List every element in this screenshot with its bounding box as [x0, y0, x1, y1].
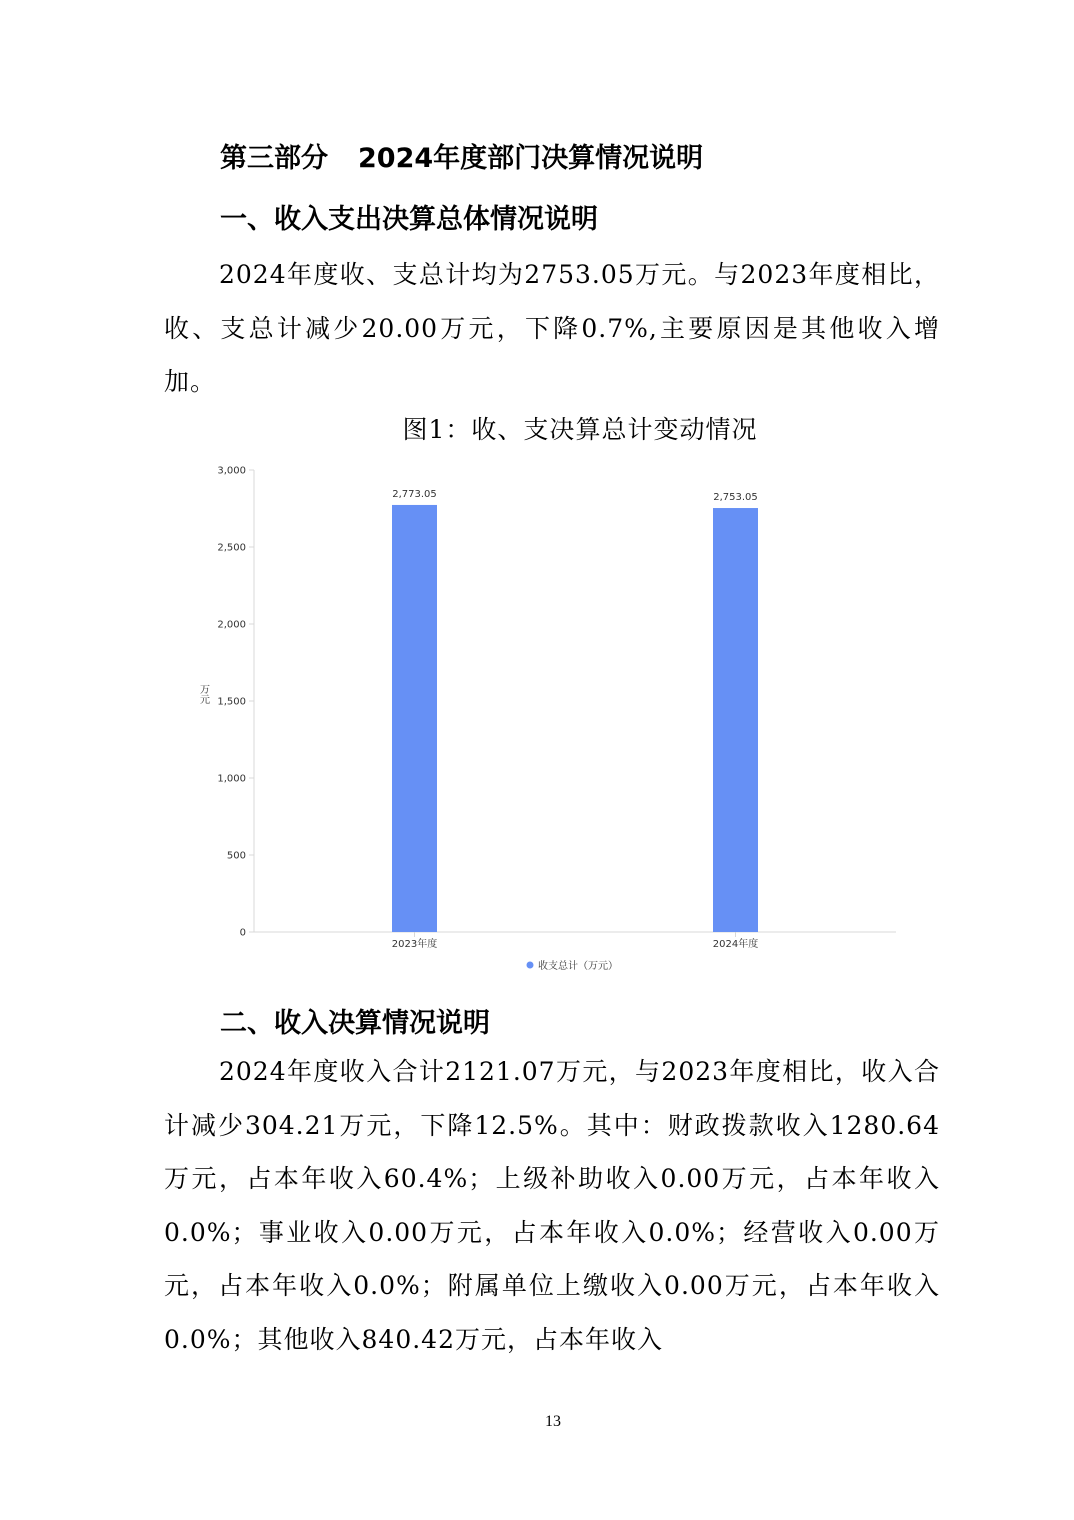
part-title-text: 2024年度部门决算情况说明	[358, 143, 704, 174]
y-tick-label: 2,000	[217, 619, 246, 631]
section2-paragraph: 2024年度收入合计2121.07万元，与2023年度相比，收入合计减少304.21万元，下降12.5%。其中：财政拨款收入1280.64万元，占本年收入60.4%；上级补助收入0.00万元，占本年收入0.0%；事业收入0.00万元，占本年收入0.0%；经营收入0.00万元，占本年收入0.0%；附属单位上缴收入0.00万元，占本年收入0.0%；其他收入840.42万元，占本年收入	[164, 1057, 940, 1354]
section1-paragraph: 2024年度收、支总计均为2753.05万元。与2023年度相比，收、支总计减少20.00万元，下降0.7%,主要原因是其他收入增加。	[164, 260, 940, 396]
bar	[713, 508, 758, 932]
bars	[392, 489, 758, 950]
bar-value-label: 2,753.05	[713, 492, 758, 504]
bar-chart	[190, 458, 910, 983]
y-tick-label: 1,500	[217, 696, 246, 708]
legend-label: 收支总计（万元）	[538, 961, 618, 972]
section2-title: 二、收入决算情况说明	[220, 1008, 490, 1039]
bar	[392, 505, 437, 932]
x-tick-label: 2023年度	[391, 939, 438, 950]
y-axis	[217, 466, 254, 939]
figure-caption: 图1：收、支决算总计变动情况	[402, 415, 758, 444]
y-tick-label: 0	[239, 927, 246, 939]
legend-swatch	[527, 962, 534, 969]
legend	[527, 959, 619, 972]
y-axis-label: 万元	[197, 684, 209, 704]
y-tick-label: 500	[226, 850, 246, 862]
part-title	[220, 141, 703, 177]
page-number: 13	[545, 1413, 561, 1430]
y-tick-label: 1,000	[217, 773, 246, 785]
x-tick-label: 2024年度	[712, 939, 759, 950]
section1-title: 一、收入支出决算总体情况说明	[220, 204, 598, 235]
bar-value-label: 2,773.05	[392, 488, 437, 500]
y-tick-label: 3,000	[217, 465, 246, 477]
y-tick-label: 2,500	[217, 542, 246, 554]
part-label: 第三部分	[220, 143, 328, 174]
